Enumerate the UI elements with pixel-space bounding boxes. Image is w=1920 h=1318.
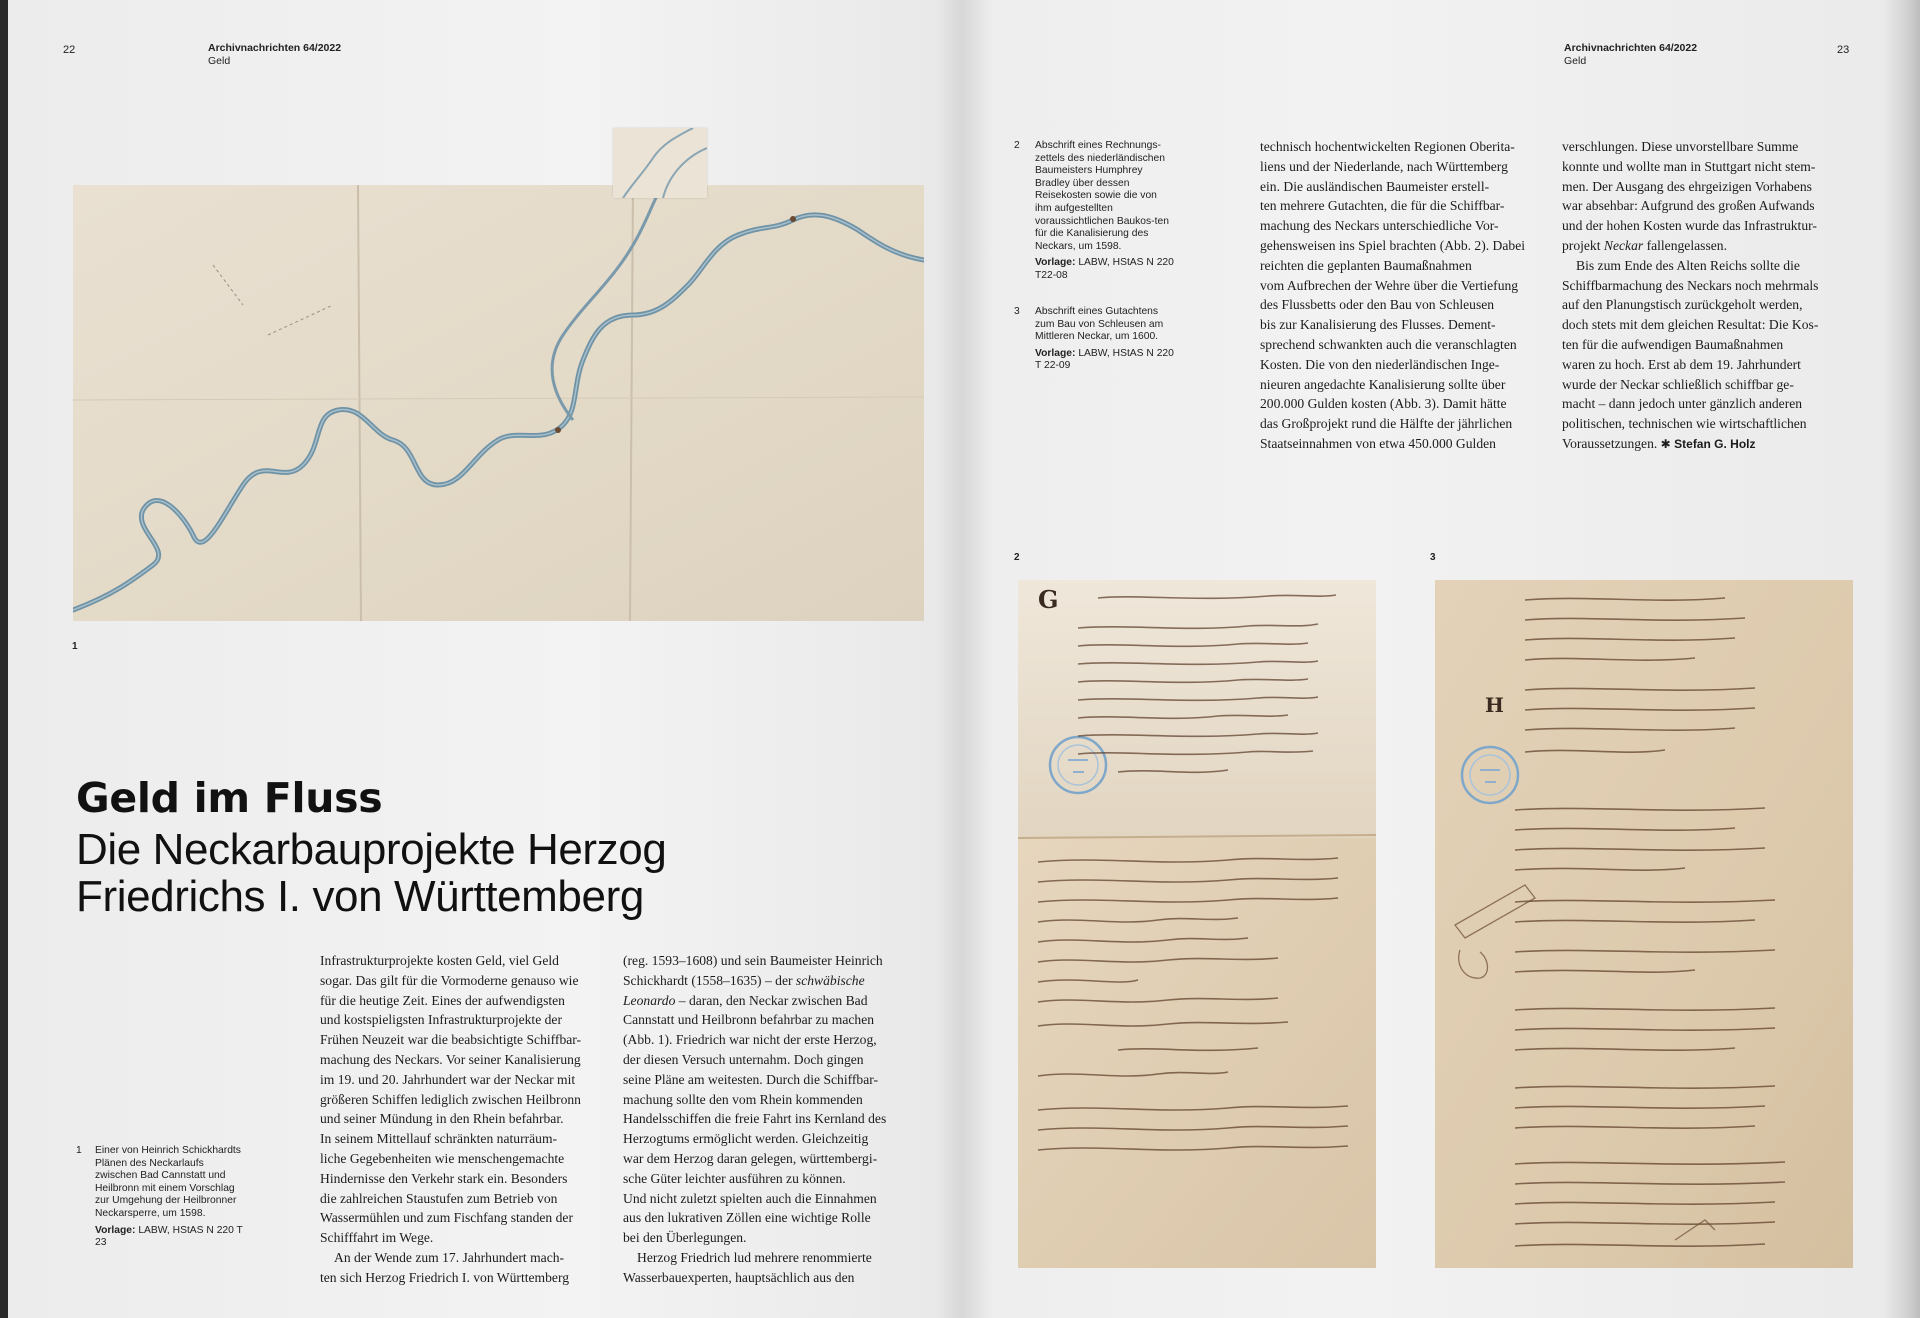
body-line: verschlungen. Diese unvorstellbare Summe — [1562, 139, 1799, 154]
running-head-title: Archivnachrichten 64/2022 — [1564, 42, 1698, 54]
body-column-2 — [623, 951, 923, 1288]
figure-1-label: 1 — [72, 641, 78, 652]
body-line: im 19. und 20. Jahrhundert war der Neckar mit — [320, 1071, 576, 1087]
body-emphasis: schwäbische — [795, 972, 865, 988]
body-line: das Großprojekt rund die Hälfte der jährlichen — [1260, 416, 1513, 432]
body-emphasis: Leonardo — [623, 992, 676, 1008]
caption-3 — [1035, 306, 1175, 373]
body-line: des Flussbetts oder den Bau von Schleusen — [1260, 297, 1495, 313]
caption-2-number: 2 — [1014, 140, 1020, 151]
body-line: ein. Die ausländischen Baumeister erstell- — [1260, 178, 1490, 194]
body-line — [623, 991, 923, 1011]
body-line: seine Pläne am weitesten. Durch die Schiffbar- — [623, 1071, 879, 1087]
neckar-map-figure — [73, 185, 924, 621]
body-line: die zahlreichen Staustufen zum Betrieb von — [320, 1190, 558, 1206]
running-head-section: Geld — [1564, 55, 1587, 67]
manuscript-figure-3 — [1435, 580, 1853, 1268]
page-number: 23 — [1837, 44, 1850, 56]
body-segment: projekt — [1562, 237, 1604, 253]
body-line: und seiner Mündung in den Rhein befahrbar. — [320, 1111, 564, 1127]
running-head — [1564, 42, 1697, 68]
body-line: men. Der Ausgang des ehrgeizigen Vorhabens — [1562, 178, 1812, 194]
body-line: ten für die aufwendigen Baumaßnahmen — [1562, 336, 1784, 352]
body-line: liche Gegebenheiten wie menschengemachte — [320, 1150, 565, 1166]
body-line: Infrastrukturprojekte kosten Geld, viel Geld — [320, 953, 559, 968]
figure-2-label: 2 — [1014, 552, 1020, 563]
body-line: Herzogtums ermöglicht werden. Gleichzeitig — [623, 1131, 869, 1147]
body-line: An der Wende zum 17. Jahrhundert mach- — [334, 1249, 565, 1265]
body-line: reichten die geplanten Baumaßnahmen — [1260, 257, 1472, 273]
caption-2-source-label: Vorlage: — [1035, 257, 1076, 269]
body-line: politischen, technischen wie wirtschaftlichen — [1562, 416, 1807, 432]
body-line: Frühen Neuzeit war die beabsichtigte Schiffbar- — [320, 1032, 582, 1048]
body-line: ten sich Herzog Friedrich I. von Württemberg — [320, 1269, 570, 1285]
caption-1-number: 1 — [76, 1145, 82, 1156]
end-mark-icon: ✱ — [1660, 436, 1671, 451]
body-line: 200.000 Gulden kosten (Abb. 3). Damit hätte — [1260, 396, 1507, 412]
body-line: (Abb. 1). Friedrich war nicht der erste Herzog, — [623, 1032, 877, 1048]
caption-2-source — [1035, 257, 1175, 282]
body-line: war absehbar: Aufgrund des großen Aufwands — [1562, 198, 1815, 214]
caption-2-source-text: LABW, HStAS N 220 T22-08 — [1035, 257, 1174, 281]
body-line: größeren Schiffen lediglich zwischen Heilbronn — [320, 1091, 581, 1107]
body-line: Hindernisse den Verkehr stark ein. Besonders — [320, 1170, 568, 1186]
body-line: Cannstatt und Heilbronn befahrbar zu machen — [623, 1012, 875, 1028]
body-line: Kosten. Die von den niederländischen Inge- — [1260, 356, 1500, 372]
caption-1-source-text: LABW, HStAS N 220 T 23 — [95, 1224, 243, 1249]
binding-edge — [0, 0, 8, 1318]
left-page — [8, 0, 964, 1318]
right-page — [964, 0, 1920, 1318]
body-line: liens und der Niederlande, nach Württemberg — [1260, 158, 1508, 174]
body-line: konnte und wollte man in Stuttgart nicht stem- — [1562, 158, 1816, 174]
body-line — [623, 971, 923, 991]
caption-1 — [95, 1145, 245, 1250]
body-line: wurde der Neckar schließlich schiffbar ge- — [1562, 376, 1794, 392]
body-line: und kostspieligsten Infrastrukturprojekte der — [320, 1012, 562, 1028]
body-column-3 — [1260, 137, 1555, 454]
body-line: Schifffahrt im Wege. — [320, 1230, 434, 1246]
body-line: Herzog Friedrich lud mehrere renommierte — [637, 1249, 872, 1265]
article-subtitle-line-2: Friedrichs I. von Württemberg — [76, 872, 644, 921]
body-line: In seinem Mittellauf schränkten naturräum- — [320, 1131, 558, 1147]
page-edge-shadow — [1884, 0, 1920, 1318]
body-line: macht – dann jedoch unter gänzlich anderen — [1562, 396, 1803, 412]
body-line: bei den Überlegungen. — [623, 1230, 747, 1246]
body-line: sche Güter leichter ausführen zu können. — [623, 1170, 846, 1186]
map-slip-drawing — [613, 128, 707, 198]
caption-3-text: Abschrift eines Gutachtens zum Bau von Schleusen am Mittleren Neckar, um 1600. — [1035, 306, 1164, 343]
body-emphasis: Neckar — [1603, 237, 1644, 253]
caption-2-text: Abschrift eines Rechnungs-zettels des niederländischen Baumeisters Humphrey Bradley über dessen Reisekosten sowie die von ihm aufgestellten voraussichtlichen Baukos-ten für die Kanalisierung des Neckars, um 1598. — [1035, 140, 1169, 252]
caption-3-source-text: LABW, HStAS N 220 T 22-09 — [1035, 347, 1174, 372]
manuscript-2-illustration — [1018, 580, 1376, 1268]
body-line: sogar. Das gilt für die Vormoderne genauso wie — [320, 972, 579, 988]
manuscript-3-letter: H — [1485, 693, 1504, 717]
body-segment: Schickhardt (1558–1635) – der — [623, 972, 793, 988]
body-line: bis zur Kanalisierung des Flusses. Dement- — [1260, 317, 1496, 333]
caption-3-source — [1035, 348, 1175, 373]
manuscript-3-illustration — [1435, 580, 1853, 1268]
body-line: technisch hochentwickelten Regionen Oberita- — [1260, 139, 1515, 154]
body-line: machung sollte den vom Rhein kommenden — [623, 1091, 863, 1107]
manuscript-2-letter: G — [1038, 585, 1059, 614]
body-line: Schiffbarmachung des Neckars noch mehrmals — [1562, 277, 1819, 293]
manuscript-figure-2 — [1018, 580, 1376, 1268]
body-line: ten mehrere Gutachten, die für die Schiffbar- — [1260, 198, 1505, 214]
article-subtitle-line-1: Die Neckarbauprojekte Herzog — [76, 825, 667, 874]
body-line: Wassermühlen und zum Fischfang standen der — [320, 1210, 573, 1226]
body-line: gehensweisen ins Spiel brachten (Abb. 2). Dabei — [1260, 237, 1526, 253]
caption-1-source — [95, 1225, 245, 1250]
body-line: Und nicht zuletzt spielten auch die Einnahmen — [623, 1190, 877, 1206]
body-segment: fallengelassen. — [1643, 237, 1727, 253]
body-column-4 — [1562, 137, 1862, 455]
body-line — [1562, 236, 1862, 256]
body-line: sprechend schwankten auch die veranschlagten — [1260, 336, 1517, 352]
body-line: war dem Herzog daran gelegen, württembergi- — [623, 1150, 878, 1166]
body-line: und der hohen Kosten wurde das Infrastruktur- — [1562, 218, 1817, 234]
caption-3-number: 3 — [1014, 306, 1020, 317]
body-line: waren zu hoch. Erst ab dem 19. Jahrhundert — [1562, 356, 1801, 372]
body-line: Bis zum Ende des Alten Reichs sollte die — [1576, 257, 1800, 273]
body-line: machung des Neckars unterschiedliche Vor- — [1260, 218, 1499, 234]
body-line: (reg. 1593–1608) und sein Baumeister Heinrich — [623, 953, 883, 968]
caption-1-text: Einer von Heinrich Schickhardts Plänen des Neckarlaufs zwischen Bad Cannstatt und Heilbronn mit einem Vorschlag zur Umgehung der Heilbronner Neckarsperre, um 1598. — [95, 1145, 241, 1219]
body-line: Handelsschiffen die freie Fahrt ins Kernland des — [623, 1111, 887, 1127]
body-line: Staatseinnahmen von etwa 450.000 Gulden — [1260, 435, 1496, 451]
caption-1-source-label: Vorlage: — [95, 1224, 136, 1236]
caption-2 — [1035, 140, 1175, 283]
body-line — [1562, 434, 1862, 455]
body-line: nieuren angedachte Kanalisierung sollte über — [1260, 376, 1506, 392]
body-column-1 — [320, 951, 610, 1288]
running-head — [208, 42, 341, 68]
body-segment: – daran, den Neckar zwischen Bad — [675, 992, 868, 1008]
body-line: der diesen Versuch unternahm. Doch gingen — [623, 1051, 864, 1067]
body-line: Wasserbauexperten, hauptsächlich aus den — [623, 1269, 855, 1285]
neckar-map-illustration — [73, 185, 924, 621]
body-segment: Voraussetzungen. — [1562, 435, 1658, 451]
body-line: für die heutige Zeit. Eines der aufwendigsten — [320, 992, 565, 1008]
page-number: 22 — [63, 44, 76, 56]
body-line: machung des Neckars. Vor seiner Kanalisierung — [320, 1051, 581, 1067]
running-head-section: Geld — [208, 55, 231, 67]
figure-3-label: 3 — [1430, 552, 1436, 563]
running-head-title: Archivnachrichten 64/2022 — [208, 42, 342, 54]
body-line: doch stets mit dem gleichen Resultat: Die Kos- — [1562, 317, 1819, 333]
author-name: Stefan G. Holz — [1674, 436, 1756, 451]
map-attached-slip — [613, 128, 707, 198]
article-title: Geld im Fluss — [76, 774, 383, 822]
body-line: aus den lukrativen Zöllen eine wichtige Rolle — [623, 1210, 871, 1226]
body-line: vom Aufbrechen der Wehre über die Vertiefung — [1260, 277, 1519, 293]
caption-3-source-label: Vorlage: — [1035, 347, 1076, 359]
body-line: auf den Planungstisch zurückgeholt werden, — [1562, 297, 1803, 313]
